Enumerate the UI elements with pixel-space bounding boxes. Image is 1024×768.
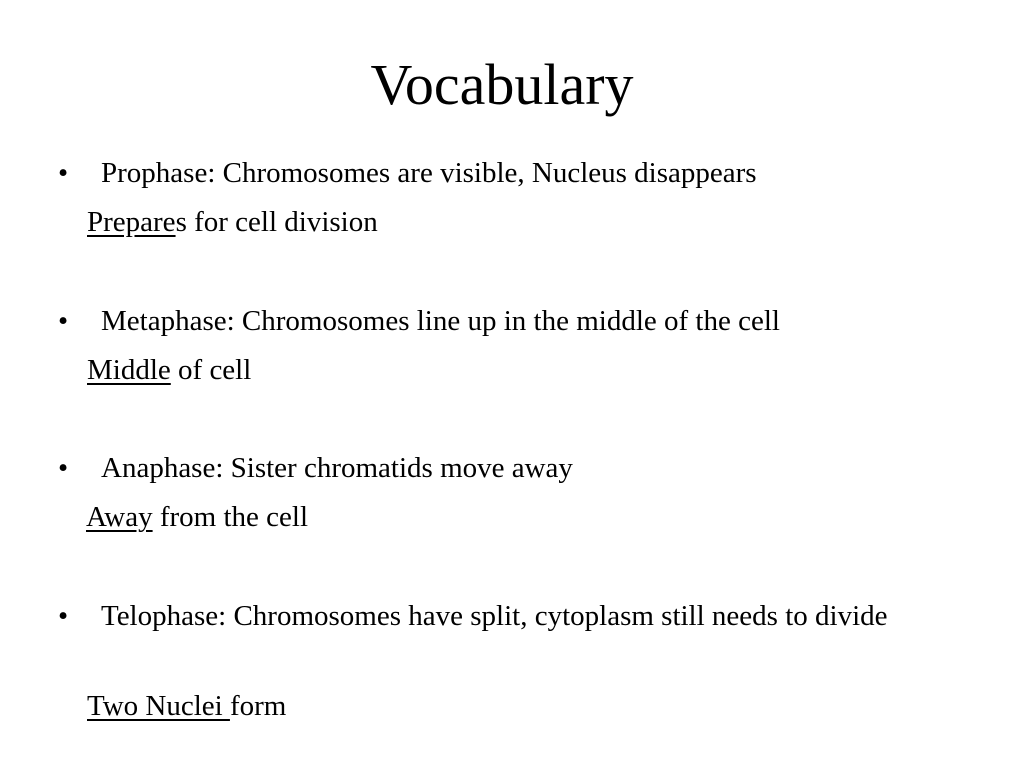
hint-keyword-prophase: Prepare: [87, 206, 176, 238]
hint-rest-metaphase: of cell: [170, 354, 252, 386]
bullet-text-telophase: Telophase: Chromosomes have split, cytoplasm still needs to divide: [101, 600, 888, 632]
bullet-text-metaphase: Metaphase: Chromosomes line up in the middle of the cell: [101, 305, 780, 337]
bullet-icon: •: [58, 452, 69, 484]
hint-rest-anaphase: from the cell: [152, 501, 309, 533]
hint-line-anaphase: [86, 497, 308, 537]
hint-line-prophase: [87, 202, 378, 242]
hint-line-metaphase: [87, 350, 251, 390]
hint-keyword-metaphase: Middle: [87, 354, 171, 386]
hint-keyword-anaphase: Away: [86, 501, 153, 533]
hint-line-telophase: [87, 686, 286, 726]
bullet-text-anaphase: Anaphase: Sister chromatids move away: [101, 452, 573, 484]
bullet-icon: •: [58, 305, 69, 337]
slide-title: Vocabulary: [370, 52, 634, 117]
bullet-icon: •: [58, 600, 69, 632]
bullet-icon: •: [58, 157, 69, 189]
bullet-text-prophase: Prophase: Chromosomes are visible, Nucleus disappears: [101, 157, 757, 189]
hint-keyword-telophase: Two Nuclei: [87, 690, 230, 722]
hint-rest-prophase: s for cell division: [175, 206, 378, 238]
hint-rest-telophase: form: [229, 690, 287, 722]
